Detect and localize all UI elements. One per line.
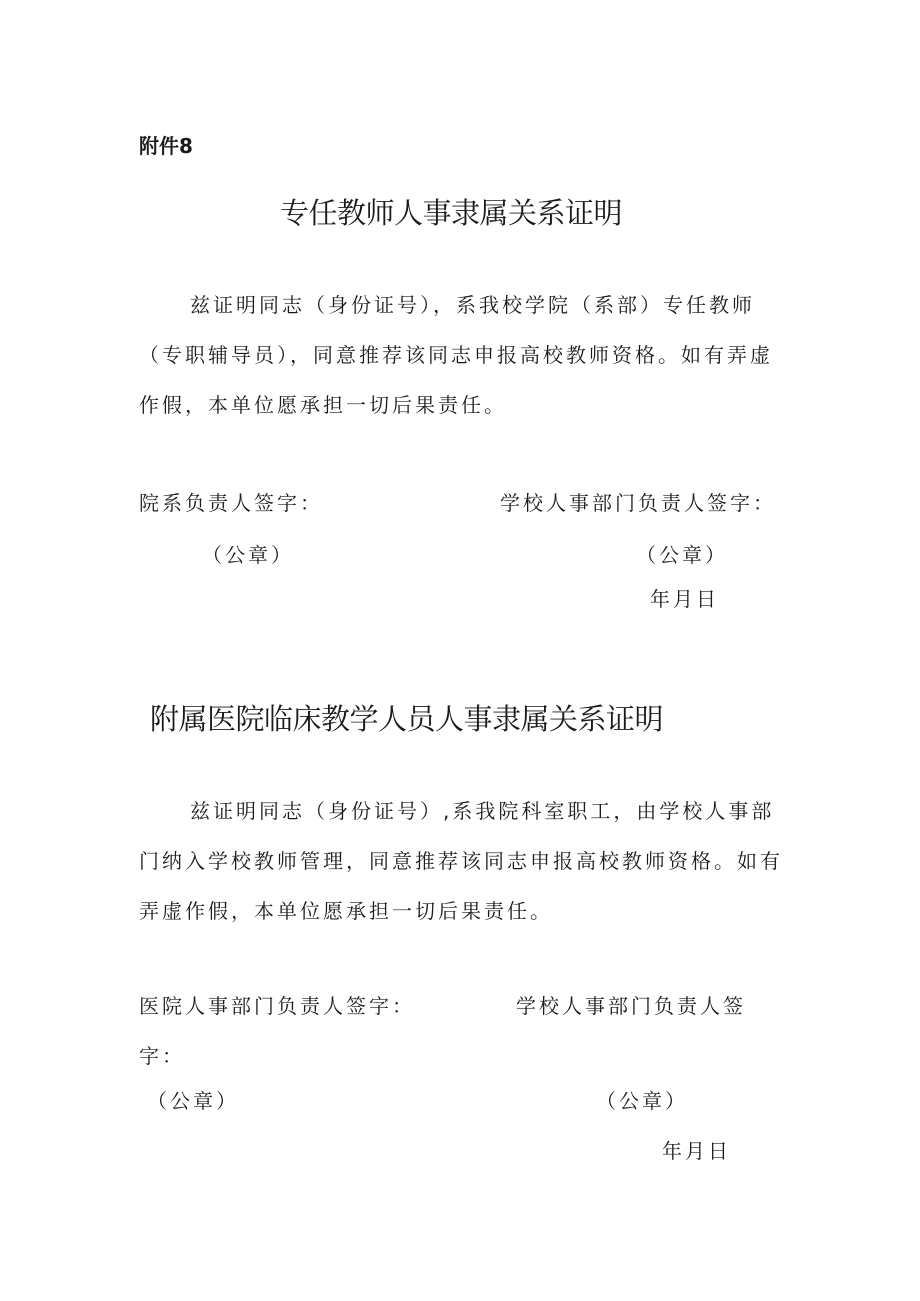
attachment-label: 附件8: [139, 134, 193, 158]
section1-body-line-1: 兹证明同志（身份证号），系我校学院（系部）专任教师: [190, 293, 755, 317]
section2-title: 附属医院临床教学人员人事隶属关系证明: [150, 702, 664, 736]
section2-date: 年月日: [662, 1139, 731, 1163]
section1-right-seal: （公章）: [636, 543, 728, 567]
section1-left-seal: （公章）: [202, 543, 294, 567]
section1-title: 专任教师人事隶属关系证明: [280, 196, 623, 230]
section2-right-signature-line-1: 学校人事部门负责人签: [516, 994, 746, 1018]
section2-body-line-1: 兹证明同志（身份证号）,系我院科室职工，由学校人事部: [190, 799, 775, 823]
section2-left-signature: 医院人事部门负责人签字：: [139, 994, 415, 1018]
section2-left-seal: （公章）: [147, 1089, 239, 1113]
section1-right-signature: 学校人事部门负责人签字：: [500, 491, 776, 515]
section2-body-line-2: 门纳入学校教师管理，同意推荐该同志申报高校教师资格。如有: [139, 849, 783, 873]
section2-body-line-3: 弄虚作假，本单位愿承担一切后果责任。: [139, 899, 553, 923]
section1-date: 年月日: [650, 587, 719, 611]
section2-right-seal: （公章）: [596, 1089, 688, 1113]
section1-left-signature: 院系负责人签字：: [139, 491, 323, 515]
section1-body-line-3: 作假，本单位愿承担一切后果责任。: [139, 393, 507, 417]
section2-right-signature-line-2: 字：: [139, 1044, 185, 1068]
section1-body-line-2: （专职辅导员），同意推荐该同志申报高校教师资格。如有弄虚: [139, 343, 773, 367]
